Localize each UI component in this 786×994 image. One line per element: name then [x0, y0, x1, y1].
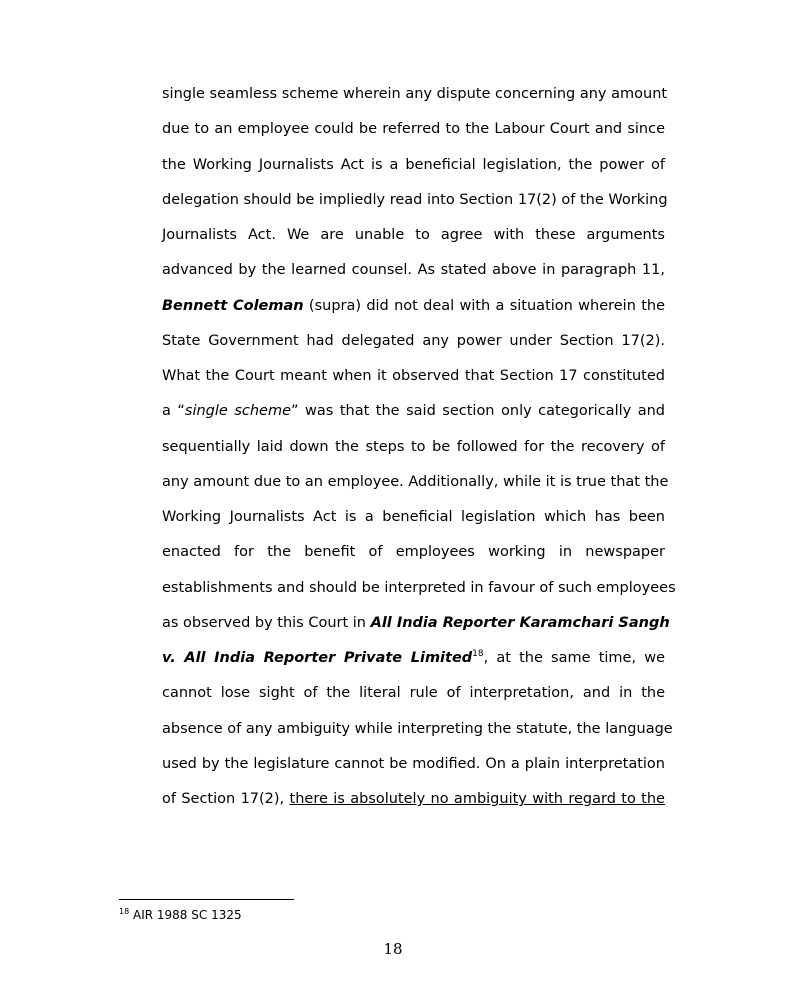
text-line-8: State Government had delegated any power under Section 17(2). [162, 332, 665, 349]
text-line-16-pre: as observed by this Court in [162, 614, 371, 631]
footnote-separator [119, 899, 294, 900]
text-line-18: cannot lose sight of the literal rule of interpretation, and in the [162, 685, 665, 702]
body-paragraph [162, 77, 676, 817]
page-number: 18 [383, 940, 403, 958]
text-line-11: sequentially laid down the steps to be followed for the recovery of [162, 438, 665, 455]
text-line-7-rest: (supra) did not deal with a situation wherein the [303, 297, 665, 314]
text-line-12: any amount due to an employee. Additionally, while it is true that the [162, 473, 669, 490]
text-line-7 [162, 289, 665, 324]
text-line-17-rest: , at the same time, we [483, 650, 665, 666]
text-line-13: Working Journalists Act is a beneficial legislation which has been [162, 509, 665, 525]
footnote-18 [119, 907, 242, 923]
text-line-4: delegation should be impliedly read into Section 17(2) of the Working [162, 191, 668, 208]
footnote-text: AIR 1988 SC 1325 [129, 908, 242, 922]
text-line-5: Journalists Act. We are unable to agree with these arguments [162, 227, 665, 243]
text-line-2: due to an employee could be referred to the Labour Court and since [162, 121, 665, 138]
text-line-6: advanced by the learned counsel. As stated above in paragraph 11, [162, 262, 665, 279]
footnote-reference-18[interactable]: 18 [472, 649, 484, 660]
underlined-text: there is absolutely no ambiguity with regard to the [289, 791, 665, 807]
footnote-marker: 18 [119, 907, 130, 916]
text-line-21-pre: of Section 17(2), [162, 791, 290, 807]
text-line-19: absence of any ambiguity while interpreting the statute, the language [162, 720, 673, 737]
text-line-10-pre: a “ [162, 403, 185, 420]
text-line-3: the Working Journalists Act is a beneficial legislation, the power of [162, 156, 665, 173]
text-line-10 [162, 394, 665, 429]
text-line-10-post: ” was that the said section only categorically and [291, 403, 665, 420]
case-name-air-karamchari-sangh: All India Reporter Karamchari Sangh [370, 614, 670, 631]
text-line-14: enacted for the benefit of employees working in newspaper [162, 544, 665, 561]
text-line-15: establishments and should be interpreted in favour of such employees [162, 579, 676, 596]
text-line-20: used by the legislature cannot be modified. On a plain interpretation [162, 755, 665, 772]
text-line-21 [162, 782, 665, 817]
italic-single-scheme: single scheme [184, 403, 292, 420]
text-line-17 [162, 641, 665, 676]
text-line-1: single seamless scheme wherein any dispute concerning any amount [162, 86, 668, 102]
case-name-air-private-limited: v. All India Reporter Private Limited [162, 650, 473, 666]
text-line-16 [162, 606, 670, 641]
text-line-9: What the Court meant when it observed that Section 17 constituted [162, 368, 665, 384]
case-name-bennett-coleman: Bennett Coleman [162, 297, 304, 314]
